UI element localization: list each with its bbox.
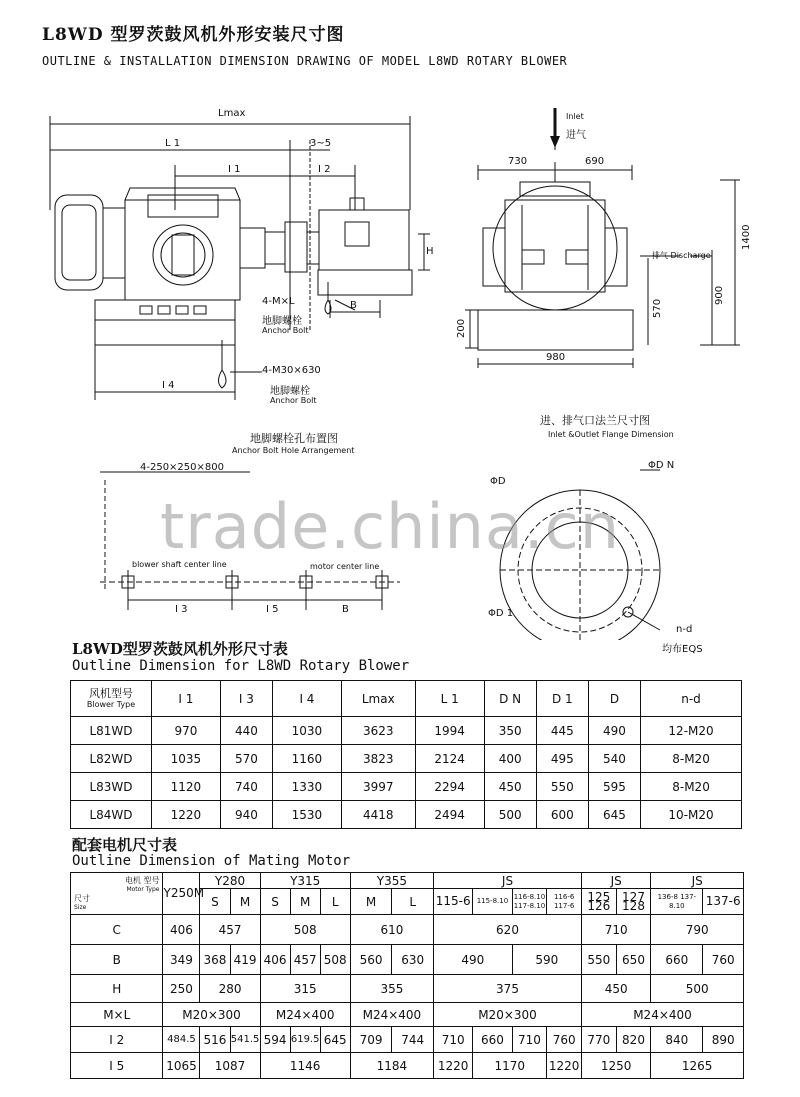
table2-row-b — [71, 945, 744, 975]
motor-js2: JS — [582, 873, 651, 889]
label-discharge: 排气 Discharge — [652, 251, 711, 260]
sub-js2-a: 125 126 — [582, 889, 617, 915]
dimension-cell: 1030 — [273, 717, 342, 745]
sub-y315-m: M — [290, 889, 320, 915]
cell-b: 419 — [230, 945, 260, 975]
table1-col-header: L 1 — [415, 681, 484, 717]
label-i4: I 4 — [162, 380, 175, 391]
table2-corner — [71, 873, 163, 915]
table1-corner-en: Blower Type — [86, 700, 136, 709]
dimension-cell: 3623 — [341, 717, 415, 745]
cell-h: 450 — [582, 975, 651, 1003]
table2-row-i2 — [71, 1027, 744, 1053]
cell-ml: M20×300 — [434, 1003, 582, 1027]
cell-c: 406 — [163, 915, 200, 945]
dimension-cell: 8-M20 — [641, 773, 742, 801]
cell-i2: 619.5 — [290, 1027, 320, 1053]
dimension-cell: 1330 — [273, 773, 342, 801]
blower-type-cell: L84WD — [71, 801, 152, 829]
cell-i2: 484.5 — [163, 1027, 200, 1053]
table2-motor-row — [71, 873, 744, 889]
dimension-cell: 490 — [588, 717, 640, 745]
dimension-cell: 1035 — [152, 745, 221, 773]
table2-corner-en1: Motor Type — [126, 885, 160, 893]
label-b2: B — [342, 604, 349, 615]
sub-y280-s: S — [200, 889, 230, 915]
anchor-bolt-1-en: Anchor Bolt — [262, 326, 309, 335]
label-900: 900 — [714, 285, 725, 305]
cell-ml: M24×400 — [582, 1003, 744, 1027]
dimension-cell: 450 — [484, 773, 536, 801]
sub-y355-l: L — [392, 889, 434, 915]
dimension-cell: 400 — [484, 745, 536, 773]
label-i5: I 5 — [266, 604, 279, 615]
label-eqs: 均布EQS — [662, 644, 703, 655]
label-inlet-en: Inlet — [566, 112, 584, 121]
dimension-cell: 1160 — [273, 745, 342, 773]
motor-dimension-table — [70, 872, 744, 1079]
blower-center-line: blower shaft center line — [132, 560, 227, 569]
row-label-i5: I 5 — [71, 1053, 163, 1079]
cell-i2: 760 — [547, 1027, 582, 1053]
dimension-cell: 10-M20 — [641, 801, 742, 829]
motor-js1: JS — [434, 873, 582, 889]
table1-col-header: I 4 — [273, 681, 342, 717]
dimension-cell: 550 — [536, 773, 588, 801]
dimension-cell: 445 — [536, 717, 588, 745]
motor-center-line: motor center line — [310, 562, 380, 571]
sub-y315-s: S — [260, 889, 290, 915]
label-690: 690 — [585, 156, 605, 167]
watermark: trade.china.cn — [160, 490, 620, 563]
label-i2: I 2 — [318, 164, 331, 175]
cell-i2: 770 — [582, 1027, 617, 1053]
cell-i2: 709 — [350, 1027, 392, 1053]
label-d1: ΦD 1 — [488, 608, 514, 619]
label-l1: L 1 — [165, 138, 181, 149]
cell-i2: 660 — [473, 1027, 512, 1053]
label-1400: 1400 — [741, 224, 752, 250]
row-label-c: C — [71, 915, 163, 945]
cell-b: 368 — [200, 945, 230, 975]
dimension-cell: 645 — [588, 801, 640, 829]
blower-type-cell: L83WD — [71, 773, 152, 801]
table2-row-ml — [71, 1003, 744, 1027]
dimension-cell: 1994 — [415, 717, 484, 745]
cell-h: 250 — [163, 975, 200, 1003]
sub-js3-a: 136-8 137-8.10 — [651, 889, 703, 915]
cell-h: 375 — [434, 975, 582, 1003]
flange-title-cn: 进、排气口法兰尺寸图 — [540, 414, 650, 427]
cell-i2: 840 — [651, 1027, 703, 1053]
blower-dimension-table — [70, 680, 742, 829]
label-b: B — [350, 300, 357, 311]
dimension-cell: 8-M20 — [641, 745, 742, 773]
label-i3: I 3 — [175, 604, 188, 615]
label-730: 730 — [508, 156, 528, 167]
cell-b: 590 — [512, 945, 581, 975]
table1-title-en: Outline Dimension for L8WD Rotary Blower — [72, 658, 410, 674]
sub-js1-b: 115-8.10 — [473, 889, 512, 915]
label-200: 200 — [456, 318, 467, 338]
sub-js1-d: 116-6 117-6 — [547, 889, 582, 915]
cell-i5: 1265 — [651, 1053, 744, 1079]
label-nd: n-d — [676, 624, 693, 635]
cell-b: 630 — [392, 945, 434, 975]
motor-js3: JS — [651, 873, 744, 889]
anchor-bolt-1-cn: 地脚螺栓 — [262, 316, 302, 327]
table-row — [71, 773, 742, 801]
table1-col-header: I 3 — [220, 681, 272, 717]
table1-corner — [71, 681, 152, 717]
table1-col-header: I 1 — [152, 681, 221, 717]
row-label-i2: I 2 — [71, 1027, 163, 1053]
motor-y280: Y280 — [200, 873, 260, 889]
label-inlet-cn: 进气 — [566, 130, 586, 141]
cell-ml: M24×400 — [350, 1003, 433, 1027]
cell-b: 550 — [582, 945, 617, 975]
table2-corner-cn2: 尺寸 — [74, 893, 90, 903]
cell-b: 760 — [703, 945, 744, 975]
dimension-cell: 3997 — [341, 773, 415, 801]
cell-c: 790 — [651, 915, 744, 945]
label-i1: I 1 — [228, 164, 241, 175]
motor-y315: Y315 — [260, 873, 350, 889]
cell-ml: M20×300 — [163, 1003, 260, 1027]
page-title-en: OUTLINE & INSTALLATION DIMENSION DRAWING OF MODEL L8WD ROTARY BLOWER — [42, 54, 568, 68]
cell-i5: 1184 — [350, 1053, 433, 1079]
cell-i2: 645 — [320, 1027, 350, 1053]
cell-b: 349 — [163, 945, 200, 975]
table2-corner-cn1: 电机 型号 — [124, 875, 160, 885]
cell-i2: 820 — [616, 1027, 651, 1053]
motor-y250m: Y250M — [163, 873, 200, 915]
sub-js3-b: 137-6 — [703, 889, 744, 915]
table2-corner-en2: Size — [74, 903, 87, 911]
table-row — [71, 801, 742, 829]
dimension-cell: 4418 — [341, 801, 415, 829]
cell-h: 355 — [350, 975, 433, 1003]
dimension-cell: 570 — [220, 745, 272, 773]
dimension-cell: 495 — [536, 745, 588, 773]
table1-col-header: D N — [484, 681, 536, 717]
cell-c: 457 — [200, 915, 260, 945]
table-row — [71, 717, 742, 745]
label-980: 980 — [546, 352, 566, 363]
label-h: H — [426, 246, 434, 257]
cell-c: 710 — [582, 915, 651, 945]
anchor-bolt-1-spec: 4-M×L — [262, 296, 295, 307]
cell-b: 560 — [350, 945, 392, 975]
label-dn: ΦD N — [648, 460, 675, 471]
sub-y315-l: L — [320, 889, 350, 915]
table1-title-cn: L8WD型罗茨鼓风机外形尺寸表 — [72, 640, 288, 658]
dimension-cell: 595 — [588, 773, 640, 801]
hole-title-cn: 地脚螺栓孔布置图 — [250, 432, 338, 445]
dimension-cell: 3823 — [341, 745, 415, 773]
dimension-cell: 970 — [152, 717, 221, 745]
dimension-cell: 540 — [588, 745, 640, 773]
flange-title-en: Inlet &Outlet Flange Dimension — [548, 430, 674, 439]
cell-b: 650 — [616, 945, 651, 975]
dimension-cell: 2124 — [415, 745, 484, 773]
anchor-bolt-2-en: Anchor Bolt — [270, 396, 317, 405]
page-title-cn: L8WD 型罗茨鼓风机外形安装尺寸图 — [42, 25, 345, 45]
hole-spec: 4-250×250×800 — [140, 462, 224, 473]
dimension-cell: 440 — [220, 717, 272, 745]
table2-title-cn: 配套电机尺寸表 — [72, 836, 178, 854]
anchor-bolt-2-spec: 4-M30×630 — [262, 365, 321, 376]
cell-b: 490 — [434, 945, 513, 975]
cell-i5: 1220 — [434, 1053, 473, 1079]
table2-row-i5 — [71, 1053, 744, 1079]
cell-b: 508 — [320, 945, 350, 975]
cell-c: 508 — [260, 915, 350, 945]
cell-i5: 1170 — [473, 1053, 547, 1079]
cell-i5: 1065 — [163, 1053, 200, 1079]
cell-b: 457 — [290, 945, 320, 975]
inlet-arrow-icon — [550, 108, 560, 148]
table1-col-header: D 1 — [536, 681, 588, 717]
label-d: ΦD — [490, 476, 506, 487]
sub-y355-m: M — [350, 889, 392, 915]
cell-ml: M24×400 — [260, 1003, 350, 1027]
label-lmax: Lmax — [218, 108, 246, 119]
cell-b: 660 — [651, 945, 703, 975]
cell-i2: 890 — [703, 1027, 744, 1053]
sub-js2-b: 127 128 — [616, 889, 651, 915]
label-570: 570 — [652, 298, 663, 318]
cell-c: 610 — [350, 915, 433, 945]
dimension-cell: 1120 — [152, 773, 221, 801]
cell-h: 280 — [200, 975, 260, 1003]
cell-i5: 1220 — [547, 1053, 582, 1079]
table1-col-header: n-d — [641, 681, 742, 717]
dimension-cell: 600 — [536, 801, 588, 829]
row-label-h: H — [71, 975, 163, 1003]
dimension-cell: 2494 — [415, 801, 484, 829]
blower-type-cell: L81WD — [71, 717, 152, 745]
dimension-cell: 350 — [484, 717, 536, 745]
cell-i2: 541.5 — [230, 1027, 260, 1053]
table-row — [71, 745, 742, 773]
cell-i5: 1087 — [200, 1053, 260, 1079]
table1-header-row — [71, 681, 742, 717]
cell-h: 500 — [651, 975, 744, 1003]
blower-type-cell: L82WD — [71, 745, 152, 773]
cell-i2: 594 — [260, 1027, 290, 1053]
hole-title-en: Anchor Bolt Hole Arrangement — [232, 446, 355, 455]
cell-c: 620 — [434, 915, 582, 945]
cell-i2: 710 — [512, 1027, 547, 1053]
dimension-cell: 940 — [220, 801, 272, 829]
sub-y280-m: M — [230, 889, 260, 915]
sub-js1-c: 116-8.10 117-8.10 — [512, 889, 547, 915]
row-label-b: B — [71, 945, 163, 975]
row-label-ml: M×L — [71, 1003, 163, 1027]
cell-i2: 516 — [200, 1027, 230, 1053]
table1-corner-cn: 风机型号 — [89, 687, 133, 700]
dimension-cell: 2294 — [415, 773, 484, 801]
cell-b: 406 — [260, 945, 290, 975]
table2-row-h — [71, 975, 744, 1003]
dimension-cell: 740 — [220, 773, 272, 801]
dimension-cell: 12-M20 — [641, 717, 742, 745]
cell-h: 315 — [260, 975, 350, 1003]
motor-y355: Y355 — [350, 873, 433, 889]
cell-i2: 744 — [392, 1027, 434, 1053]
cell-i5: 1146 — [260, 1053, 350, 1079]
table2-row-c — [71, 915, 744, 945]
table1-col-header: Lmax — [341, 681, 415, 717]
table1-col-header: D — [588, 681, 640, 717]
dimension-cell: 1220 — [152, 801, 221, 829]
cell-i5: 1250 — [582, 1053, 651, 1079]
dimension-cell: 500 — [484, 801, 536, 829]
dimension-cell: 1530 — [273, 801, 342, 829]
anchor-bolt-2-cn: 地脚螺栓 — [270, 386, 310, 397]
cell-i2: 710 — [434, 1027, 473, 1053]
sub-js1-a: 115-6 — [434, 889, 473, 915]
label-gap: 3~5 — [310, 138, 332, 149]
table2-title-en: Outline Dimension of Mating Motor — [72, 853, 351, 869]
